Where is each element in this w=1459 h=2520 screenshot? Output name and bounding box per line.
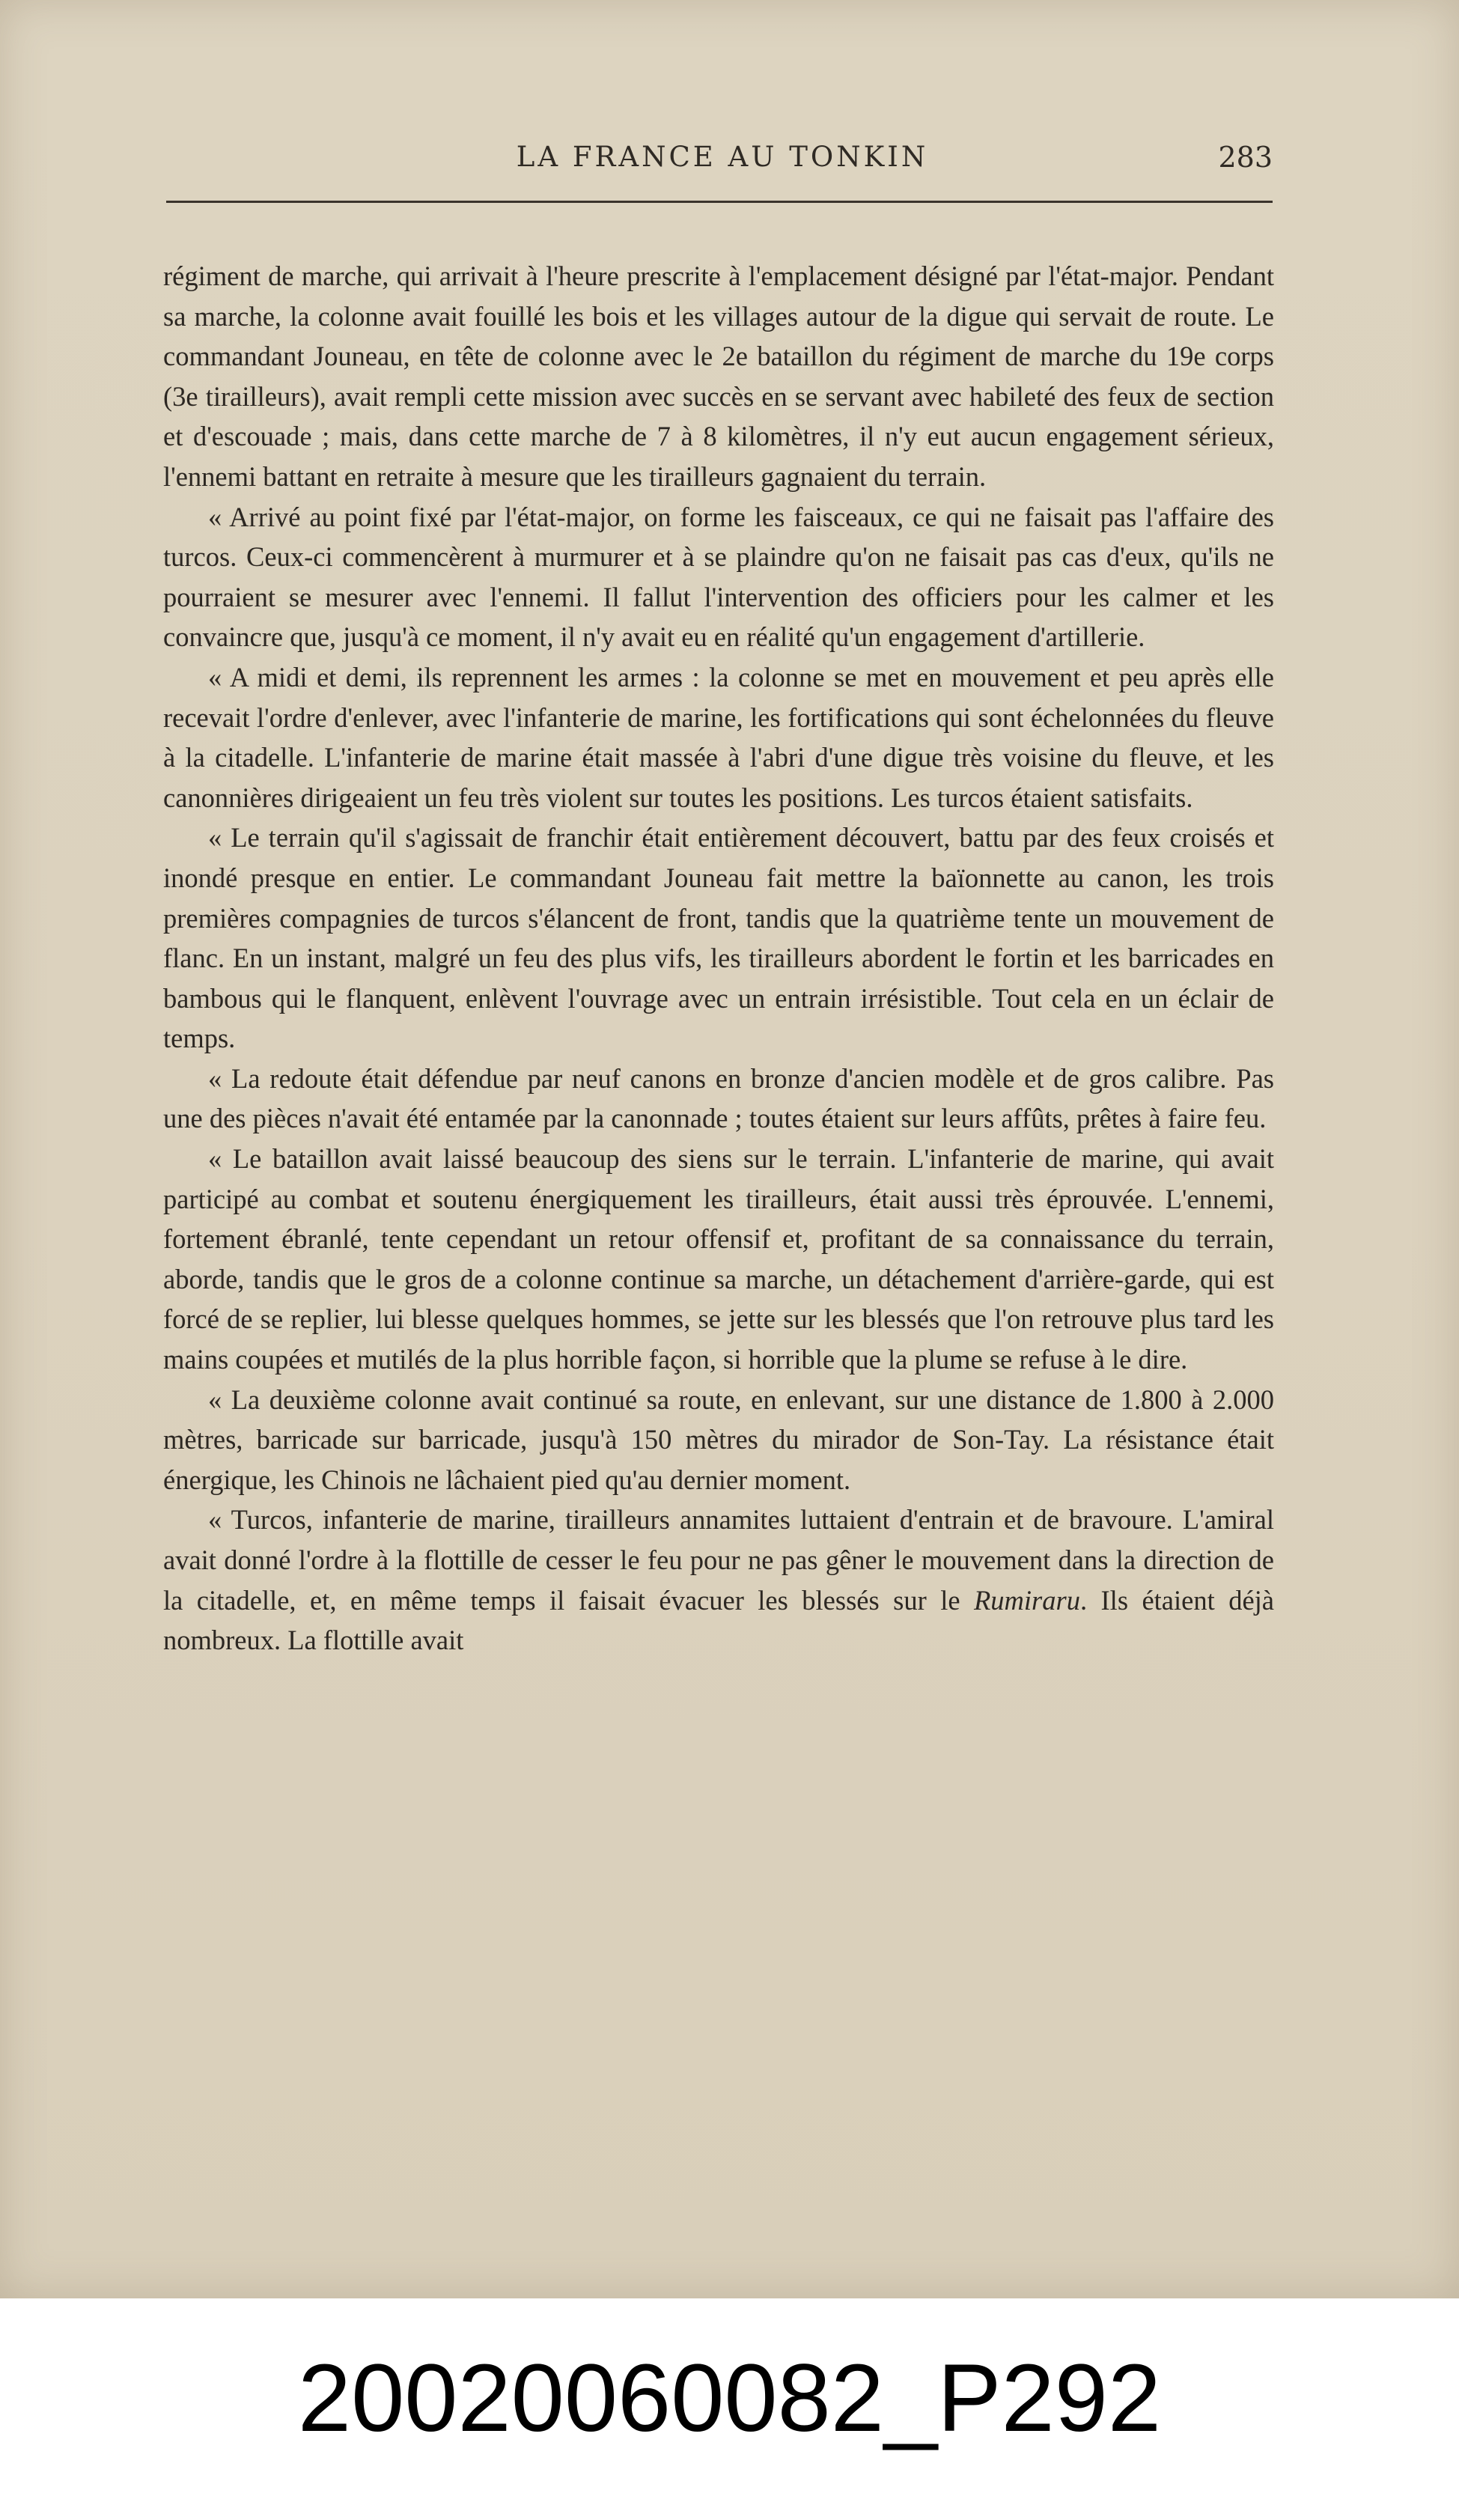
paragraph-5: « La redoute était défendue par neuf canons en bronze d'ancien modèle et de gros calibre. Pas une des pièces n'avait été entamée par la canonnade ; toutes étaient sur leurs affûts, prêtes à faire feu.	[163, 1062, 1274, 1134]
paragraph-8-text-after: . Ils étaient déjà nombreux. La flottille avait	[163, 1584, 1274, 1656]
paragraph-4: « Le terrain qu'il s'agissait de franchir était entièrement découvert, battu par des feux croisés et inondé presque en entier. Le commandant Jouneau fait mettre la baïonnette au canon, les trois premières compagnies de turcos s'élancent de front, tandis que la quatrième tente un mouvement de flanc. En un instant, malgré un feu des plus vifs, les tirailleurs abordent le fortin et les barricades en bambous qui le flanquent, enlèvent l'ouvrage avec un entrain irrésistible. Tout cela en un éclair de temps.	[163, 822, 1274, 1054]
paragraph-3: « A midi et demi, ils reprennent les armes : la colonne se met en mouvement et peu après elle recevait l'ordre d'enlever, avec l'infanterie de marine, les fortifications qui sont échelonnées du fleuve à la citadelle. L'infanterie de marine était massée à l'abri d'une digue très voisine du fleuve, et les canonnières dirigeaient un feu très violent sur toutes les positions. Les turcos étaient satisfaits.	[163, 661, 1274, 813]
body-text	[163, 256, 1274, 1661]
paragraph-7: « La deuxième colonne avait continué sa route, en enlevant, sur une distance de 1.800 à 2.000 mètres, barricade sur barricade, jusqu'à 150 mètres du mirador de Son-Tay. La résistance était énergique, les Chinois ne lâchaient pied qu'au dernier moment.	[163, 1384, 1274, 1495]
header-rule	[166, 201, 1273, 203]
scan-id-label: 20020060082_P292	[297, 2345, 1162, 2452]
paragraph-2: « Arrivé au point fixé par l'état-major, on forme les faisceaux, ce qui ne faisait pas l'affaire des turcos. Ceux-ci commencèrent à murmurer et à se plaindre qu'on ne faisait pas cas d'eux, qu'ils ne pourraient se mesurer avec l'ennemi. Il fallut l'intervention des officiers pour les calmer et les convaincre que, jusqu'à ce moment, il n'y avait eu en réalité qu'un engagement d'artillerie.	[163, 501, 1274, 653]
paragraph-8	[163, 1500, 1274, 1660]
page-header	[172, 141, 1273, 178]
page-number: 283	[1218, 141, 1273, 174]
paragraph-6: « Le bataillon avait laissé beaucoup des siens sur le terrain. L'infanterie de marine, qui avait participé au combat et soutenu énergiquement les tirailleurs, était aussi très éprouvée. L'ennemi, fortement ébranlé, tente cependant un retour offensif et, profitant de sa connaissance du terrain, aborde, tandis que le gros de a colonne continue sa marche, un détachement d'arrière-garde, qui est forcé de se replier, lui blesse quelques hommes, se jette sur les blessés que l'on retrouve plus tard les mains coupées et mutilés de la plus horrible façon, si horrible que la plume se refuse à le dire.	[163, 1143, 1274, 1375]
paragraph-8-text-before: « Turcos, infanterie de marine, tirailleurs annamites luttaient d'entrain et de bravoure. L'amiral avait donné l'ordre à la flottille de cesser le feu pour ne pas gêner le mouvement dans la direction de la citadelle, et, en même temps il faisait évacuer les blessés sur le	[163, 1504, 1274, 1616]
ship-name-italic: Rumiraru	[973, 1584, 1080, 1616]
running-title: LA FRANCE AU TONKIN	[516, 141, 929, 173]
paragraph-1: régiment de marche, qui arrivait à l'heure prescrite à l'emplacement désigné par l'état-major. Pendant sa marche, la colonne avait fouillé les bois et les villages autour de la digue qui servait de route. Le commandant Jouneau, en tête de colonne avec le 2e bataillon du régiment de marche du 19e corps (3e tirailleurs), avait rempli cette mission avec succès en se servant avec habileté des feux de section et d'escouade ; mais, dans cette marche de 7 à 8 kilomètres, il n'y eut aucun engagement sérieux, l'ennemi battant en retraite à mesure que les tirailleurs gagnaient du terrain.	[163, 261, 1274, 492]
